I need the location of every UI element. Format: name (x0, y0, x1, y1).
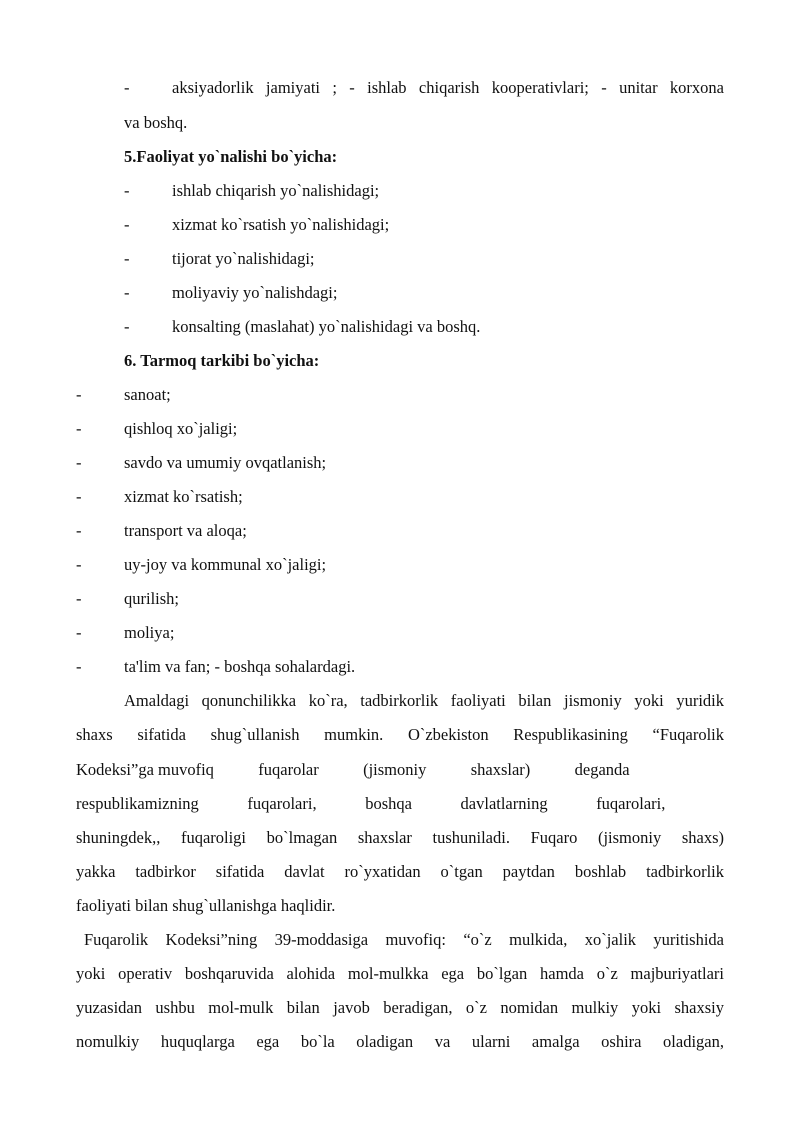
list-item-text: aksiyadorlik jamiyati ; - ishlab chiqarish kooperativlari; - unitar korxona (172, 78, 724, 97)
list-item: moliyaviy yo`nalishdagi; (172, 283, 338, 302)
word: boshqa (365, 794, 412, 813)
list-dash: - (76, 555, 82, 574)
word: deganda (574, 760, 630, 779)
list-dash: - (76, 521, 82, 540)
list-dash: - (76, 589, 82, 608)
paragraph-line: yoki operativ boshqaruvida alohida mol-mulkka ega bo`lgan hamda o`z majburiyatlari (76, 964, 724, 983)
section-heading: 6. Tarmoq tarkibi bo`yicha: (124, 351, 320, 370)
list-dash: - (76, 623, 82, 642)
list-dash: - (124, 249, 130, 268)
list-item: xizmat ko`rsatish; (124, 487, 243, 506)
paragraph-line: shuningdek,, fuqaroligi bo`lmagan shaxslar tushuniladi. Fuqaro (jismoniy shaxs) (76, 828, 724, 847)
word: respublikamizning (76, 794, 199, 813)
list-item: ishlab chiqarish yo`nalishidagi; (172, 181, 380, 200)
word: fuqarolar (258, 760, 319, 779)
list-dash: - (124, 78, 130, 97)
list-item: xizmat ko`rsatish yo`nalishidagi; (172, 215, 390, 234)
paragraph-line: nomulkiy huquqlarga ega bo`la oladigan va ularni amalga oshira oladigan, (76, 1032, 724, 1051)
paragraph-line: shaxs sifatida shug`ullanish mumkin. O`zbekiston Respublikasining “Fuqarolik (76, 725, 724, 744)
paragraph-line-spaced (76, 760, 724, 780)
list-item: uy-joy va kommunal xo`jaligi; (124, 555, 327, 574)
list-item: moliya; (124, 623, 175, 642)
list-item-continuation: va boshq. (124, 113, 188, 132)
paragraph-line: yakka tadbirkor sifatida davlat ro`yxatidan o`tgan paytdan boshlab tadbirkorlik (76, 862, 724, 881)
list-item: qurilish; (124, 589, 180, 608)
list-item: qishloq xo`jaligi; (124, 419, 238, 438)
list-dash: - (76, 657, 82, 676)
list-item: konsalting (maslahat) yo`nalishidagi va boshq. (172, 317, 481, 336)
list-dash: - (76, 453, 82, 472)
paragraph-line-last: faoliyati bilan shug`ullanishga haqlidir. (76, 896, 336, 915)
word (674, 760, 724, 780)
list-dash: - (124, 317, 130, 336)
list-item: savdo va umumiy ovqatlanish; (124, 453, 327, 472)
word: (jismoniy (363, 760, 427, 779)
list-item: sanoat; (124, 385, 171, 404)
word: Kodeksi”ga muvofiq (76, 760, 214, 779)
word (714, 794, 724, 814)
paragraph-line: yuzasidan ushbu mol-mulk bilan javob beradigan, o`z nomidan mulkiy yoki shaxsiy (76, 998, 724, 1017)
list-dash: - (124, 181, 130, 200)
list-dash: - (76, 419, 82, 438)
word: fuqarolari, (596, 794, 666, 813)
paragraph-line: Amaldagi qonunchilikka ko`ra, tadbirkorlik faoliyati bilan jismoniy yoki yuridik (124, 691, 724, 710)
word: davlatlarning (460, 794, 548, 813)
word: fuqarolari, (247, 794, 317, 813)
list-item: transport va aloqa; (124, 521, 247, 540)
paragraph-line: Fuqarolik Kodeksi”ning 39-moddasiga muvofiq: “o`z mulkida, xo`jalik yuritishida (84, 930, 724, 949)
list-dash: - (76, 385, 82, 404)
word: shaxslar) (470, 760, 531, 779)
list-dash: - (76, 487, 82, 506)
list-dash: - (124, 215, 130, 234)
section-heading: 5.Faoliyat yo`nalishi bo`yicha: (124, 147, 338, 166)
list-dash: - (124, 283, 130, 302)
list-item: ta'lim va fan; - boshqa sohalardagi. (124, 657, 356, 676)
paragraph-line-spaced (76, 794, 724, 814)
list-item: tijorat yo`nalishidagi; (172, 249, 315, 268)
